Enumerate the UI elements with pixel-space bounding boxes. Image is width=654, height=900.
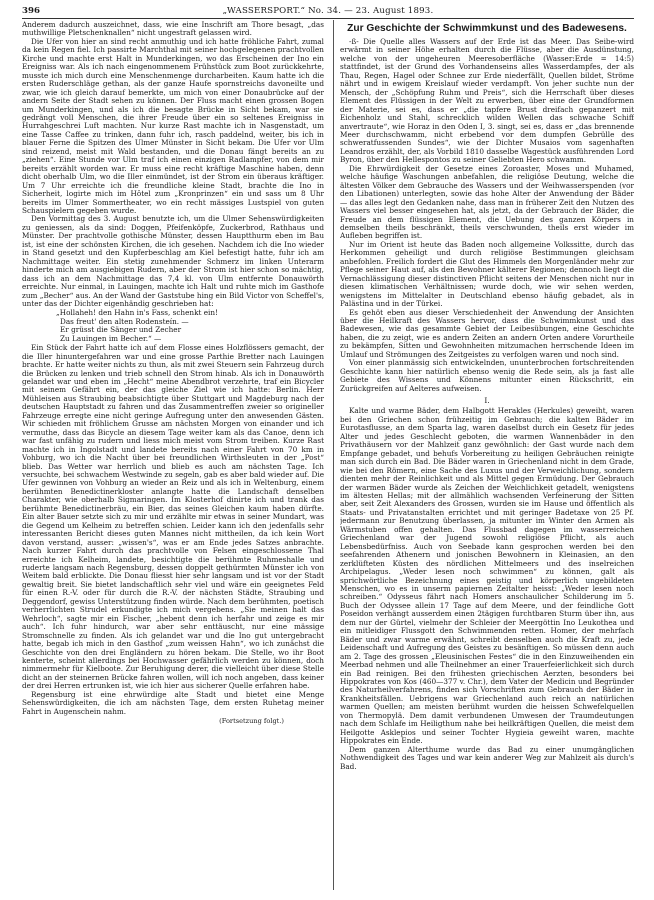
left-paragraph: Ein Stück der Fahrt hatte ich auf dem Flosse eines Holzflössers gemacht, der die Iller hinuntergefahren war und eine grosse Parthie Bretter nach Lauingen brachte. Er hatte weiter nichts zu thun, als mit zwei Steuern sein Fahrzeug durch die Brücken zu lenken und trieb schnell den Strom hinab. Als ich in Donauwörth gelandet war und eben im „Hecht“ meine Abendbrot verzehrte, traf ein Bicycler mit seinem Gefährt ein, der das gleiche Ziel wie ich hatte: Berlin. Herr Mühleisen aus Straubing beabsichtigte über Stuttgart und Magdeburg nach der deutschen Hauptstadt zu fahren und das Zusammentreffen zweier so origineller Fahrzeuge erregte eine nicht geringe Aufregung unter den anwesenden Gästen. Wir schieden mit fröhlichem Grusse am nächsten Morgen von einander und ich vermuthe, dass das Bicycle an diesem Tage weiter kam als das Canoe, denn ich war fast unfähig zu rudern und liess mich meist vom Strom treiben. Kurze Rast machte ich in Ingolstadt und landete bereits nach einer Fahrt von 70 km in Vohburg, wo ich die Nacht über bei freundlichen Wirthsleuten in der „Post“ blieb. Das Wetter war herrlich und blieb es auch am nächsten Tage. Ich versuchte, bei schwachem Westwinde zu segeln, gab es aber bald wieder auf. Die Ufer gewinnen von Vohburg an wieder an Reiz und als ich in Weltenburg, einem berühmten Benedictinerkloster anlangte hatte die Landschaft denselben Charakter, wie oberhalb Sigmaringen. Im Klosterhof dinirte ich und trank das berühmte Benedictinerbräu, ein Bier, das seines Gleichen kaum haben dürfte. Ein alter Bauer setzte sich zu mir und erzählte mir etwas in seiner Mundart, was die Gegend um Kelheim zu betreffen schien. Leider kann ich den jedenfalls sehr interessanten Bericht dieses guten Mannes nicht mittheilen, da ich kein Wort davon verstand, ausser: „wissen's“, was er am Ende jedes Satzes anbrachte. Nach kurzer Fahrt durch das prachtvolle von Felsen eingeschlossene Thal erreichte ich Kelheim, landete, besichtigte die berühmte Ruhmeshalle und ruderte langsam nach Regensburg, dessen doppelt gethürmten Münster ich von Weitem bald erblickte. Die Donau fliesst hier sehr langsam und ist vor der Stadt gewaltig breit. Sie bietet landschaftlich sehr viel und wäre ein geeignetes Feld für einen R.-V. oder für durch die R.-V. der nächsten Städte, Straubing und Deggendorf, gewiss Unterstützung finden würde. Nach dem berühmten, poetisch verherrlichten Strudel erkundigte ich mich vergebens. „Sie meinen halt das Wehrloch“, sagte mir ein Fischer, „hebent denn ich herfahr und zeige es mir auch“. Ich fuhr hindurch, war aber sehr enttäuscht, nur eine mässige Stromschnelle zu finden. Als ich gelandet war und die Ino gut untergebracht hatte, begab ich mich in den Gasthof „zum weissen Hahn“, wo ich zunächst die Geschichte von den drei Engländern zu hören bekam. Die Stelle, wo ihr Boot kenterte, scheint allerdings bei Hochwasser gefährlich werden zu können, doch nimmermehr für Kielboote. Zur Beruhigung derer, die vielleicht über diese Stelle dicht an der steinernen Brücke fahren wollen, will ich noch angeben, dass keiner der drei Herren ertrunken ist, wie ich hier aus sicherer Quelle erfahren habe.	[22, 343, 324, 691]
header-rule	[22, 18, 634, 19]
poem-line: „Hollaheh! den Hahn in's Fass, schenkt ein!	[56, 308, 218, 318]
poem-line: Das freut' den alten Rodensteín. —	[60, 316, 189, 326]
poem-line: Er grüsst die Sänger und Zecher	[60, 325, 182, 335]
column-rule	[333, 20, 334, 890]
running-title: „WASSERSPORT.“ No. 34. — 23. August 1893.	[222, 6, 434, 16]
intro-paragraph: Nur im Orient ist heute das Baden noch allgemeine Volkssitte, durch das Herkommen geheiligt und durch religiöse Bestimmungen gleichsam anbefohlen. Freilich fordert die Glut des Himmels den Morgenländer mehr zur Pflege seiner Haut auf, als den Bewohner kälterer Regionen; dennoch liegt die Vernachlässigung dieser distinctiven Pflicht seitens der Menschen nicht nur in diesen klimatischen Verhältnissen; wurde doch, wie wir sehen werden, wenigstens im Mittelalter in Deutschland ebenso häufig gebadet, als in Palästina und in der Türkei.	[340, 239, 634, 309]
continued-note: (Fortsetzung folgt.)	[219, 717, 284, 726]
section-numeral: I.	[484, 396, 490, 406]
page-number: 396	[22, 6, 40, 16]
left-paragraph: Regensburg ist eine ehrwürdige alte Stadt und bietet eine Menge Sehenswürdigkeiten, die ich am nächsten Tage, dem ersten Ruhetag meiner Fahrt in Augenschein nahm.	[22, 689, 324, 716]
section-paragraph: Kalte und warme Bäder, dem Halbgott Herakles (Herkules) geweiht, waren bei den Griechen schon frühzeitig im Gebrauch; die kalten Bäder im Eurotasflusse, an dem Sparta lag, waren daselbst durch ein Gesetz für jedes Alter und jedes Geschlecht geboten, die warmen Wannenbäder in den Privathäusern vor der Mahlzeit ganz gewöhnlich: der Gast wurde nach dem Empfange gebadet, und behufs Vorbereitung zu heiligen Gebräuchen reinigte man sich durch ein Bad. Die Bäder waren in Griechenland nicht in dem Grade, wie bei den Römern, eine Sache des Luxus und der Verweichlichung, sondern dienten mehr der Reinlichkeit und als Mittel gegen Ermüdung. Der Gebrauch der warmen Bäder wurde als Zeichen der Weichlichkeit getadelt, wenigstens im ältesten Hellas; mit der allmählich wachsenden Verfeinerung der Sitten aber, seit Zeit Alexanders des Grossen, wurden sie im Hause und öffentlich als Staats- und Privatanstalten errichtet und mit geringer Badetaxe von 25 Pf. jedermann zur Benutzung überlassen, ja mitunter im Winter den Armen als Wärmstuben offen gehalten. Das Flussbad dagegen im wasserreichen Griechenland war der Jugend sowohl religiöse Pflicht, als auch Lebensbedürfniss. Auch von Seebade kann gesprochen werden bei den seefahrenden Athenern und jonischen Bewohnern in Kleinasien, an den zerklüfteten Küsten des nördlichen Mittelmeers und des inselreichen Archipelagus. „Weder lesen noch schwimmen“ zu können, galt als sprichwörtliche Bezeichnung eines geistig und körperlich ungebildeten Menschen, wo es in unserm papiernen Zeitalter heisst: „Weder lesen noch schreiben.“ Odysseus fährt nach Homers anschaulicher Schilderung im 5. Buch der Odyssee allein 17 Tage auf dem Meere, und der feindliche Gott Poseidon verhängt ausserdem einen 2tägigen furchtbaren Sturm über ihn, aus dem nur der Gürtel, vielmehr der Schleier der Meergöttin Ino Leukothea und ein mitleidiger Flussgott den Schwimmenden retten. Homer, der mehrfach Bäder und zwar warme erwähnt, schreibt denselben auch die Kraft zu, jede Leidenschaft und Aufregung des Geistes zu besänftigen. So müssen denn auch am 2. Tage des grossen „Eleusinischen Festes“ die in den Einzuweihenden ein Meerbad nehmen und alle Theilnehmer an einer Trauerfeierlichkeit sich durch ein Bad reinigen. Bei den frühesten griechischen Aerzten, besonders bei Hippokrates von Kos (460—377 v. Chr.), dem Vater der Medicin und Begründer des Naturheilverfahrens, finden sich Vorschriften zum Gebrauch der Bäder in Krankheitsfällen. Uebrigens war Griechenland auch reich an natürlichen warmen Quellen; am meisten berühmt wurden die heissen Schwefelquellen von Thermopylä. Dem damit verbundenen Umwesen der Traumdeutungen nach dem Schlafe im Heiligthum nahe bei heilkräftigen Quellen, die meist dem Heilgotte Asklepios und seiner Tochter Hygieia geweiht waren, machte Hippokrates ein Ende.	[340, 406, 634, 746]
intro-paragraph: Von einer planmässig sich entwickelnden, ununterbrochen fortschreitenden Geschichte kann hier natürlich ebenso wenig die Rede sein, als ja fast alle Gebiete des Wissens und Könnens mitunter einen Rückschritt, ein Zurückgreifen auf Aelteres aufweisen.	[340, 358, 634, 393]
right-column	[340, 21, 634, 893]
intro-paragraph: Die Ehrwürdigkeit der Gesetze eines Zoroaster, Moses und Muhamed, welche häufige Waschungen anbefahlen, die religiöse Deutung, welche die ältesten Völker dem Gebrauche des Wassers und der Weihwasserspenden (vor den Libationen) unterlegten, sowie das hohe Alter der Anwendung der Bäder — das alles legt den Gedanken nahe, dass man in früherer Zeit den Nutzen des Wassers viel besser eingesehen hat, als jetzt, da der Gebrauch der Bäder, die Freude an dem flüssigen Element, die Uebung des ganzen Körpers in demselben theils beschränkt, theils verschwunden, theils erst wieder im Aufleben begriffen ist.	[340, 163, 634, 241]
intro-paragraph: Es gehöt eben aus dieser Verschiedenheit der Anwendung der Ansichten über die Heilkraft des Wassers hervor, dass die Schwimmkunst und das Badewesen, wie das gesammte Gebiet der Leibesübungen, eine Geschichte haben, die zu zeigt, wie es andern Zeiten an andern Orten andere Vorurtheile zu bekämpfen, Sitten und Gewohnheiten mitzumachen herrschende Ideen im Umlauf und Strömungen des Zeitgeistes zu verfolgen waren und noch sind.	[340, 307, 634, 359]
left-paragraph: Den Vormittag des 3. August benutzte ich, um die Ulmer Sehenswürdigkeiten zu geniessen, als da sind: Doggen, Pfeifenköpfe, Zuckerbrod, Rathhaus und Münster. Der prachtvolle gothische Münster, dessen Hauptthurm eben im Bau ist, ist eine der schönsten Kirchen, die ich gesehen. Nachdem ich die Ino wieder in Stand gesetzt und den Kupferbeschlag am Kiel befestigt hatte, fuhr ich am Nachmittage weiter. Ein stetig zunehmender Schmerz im linken Unterarm hinderte mich am ausgiebigen Rudern, aber der Strom ist hier schon so mächtig, dass ich an dem Nachmittage das 7,4 kl. von Ulm entfernte Donauwörth erreichte. Nur einmal, in Lauingen, machte ich Halt und ruhte mich im Gasthofe zum „Becher“ aus. An der Wand der Gaststube hing ein Bild Victor von Scheffel's, unter das der Dichter eigenhändig geschrieben hat:	[22, 214, 324, 308]
poem-line: Zu Lauingen im Becher.“ —	[60, 333, 162, 343]
article-title: Zur Geschichte der Schwimmkunst und des Badewesens.	[347, 23, 627, 34]
left-column	[22, 21, 324, 893]
intro-paragraph: -ß- Die Quelle alles Wassers auf der Erde ist das Meer. Das Seibe-wird erwärmt in seiner Höhe erhalten durch die Flüsse, aber die Ausdünstung, welche von der ungeheuren Meeresoberfläche (Wasser:Erde = 14:5) stattfindet, ist der Grund des Vorhandenseins alles Wasserdampfes, der als Thau, Regen, Hagel oder Schnee zur Erde niederfällt, Quellen bildet, Ströme nährt und in ewigem Kreislauf wieder verdampft. Von jeher suchte nun der Mensch, der „Schöpfung Ruhm und Preis“, sich die Herrschaft über dieses Element des Flüssigen in der Welt zu erwerben, über eine der Grundformen der Materie, sei es, dass er „die tapfere Brust dreifach gepanzert mit Eichenholz und Stahl, schrecklich wilden Wellen das schwache Schiff anvertraute“, wie Horaz in den Oden I, 3. singt, sei es, dass er „das brennende Meer durchschwamm, nicht erbebend vor dem dumpfen Gebrülle des schweratfussenden Sundes“, wie der Dichter Musaios vom sagenhaften Leandros erzählt, der, als Vorbild 1810 dasselbe Wagestück ausführenden Lord Byron, über den Hellespontos zu seiner Geliebten Hero schwamm.	[340, 37, 634, 165]
left-paragraph: Anderem dadurch auszeichnet, dass, wie eine Inschrift am Thore besagt, „das muthwillige Pletschenknallen“ nicht ungestraft gelassen wird.	[22, 21, 324, 38]
left-paragraph: Die Ufer von hier an sind recht anmuthig und ich hatte fröhliche Fahrt, zumal da kein Regen fiel. Ich passirte Marchthal mit seiner hochgelegenen prachtvollen Kirche und machte erst Halt in Munderkingen, wo das Erscheinen der Ino ein Ereigniss war. Als ich nach eingenommenem Frühstück zum Boot zurückkehrte, musste ich mich durch eine Menschenmenge durcharbeiten. Kaum hatte ich die ersten Ruderschläge gethan, als der ganze Haufe spornstreichs davoneilte und zwar, wie ich gleich darauf bemerkte, um mich von einer Donaubrücke auf der andern Seite der Stadt sehen zu können. Der Fluss macht einen grossen Bogen um Munderkingen, und als ich die besagte Brücke in Sicht bekam, war sie gedrängt voll Menschen, die ihrer Freude über ein so seltenes Ereigniss in Hurrahgeschrei Luft machten. Nur kurze Rast machte ich in Nasgenstadt, um eine Tasse Caffee zu trinken, dann fuhr ich, rasch paddelnd, weiter, bis ich in blauer Ferne die Spitzen des Ulmer Münster in Sicht bekam. Die Ufer vor Ulm sind reizend, meist mit Wald bestanden, und die Donau fängt bereits an zu „ziehen“. Eine Stunde vor Ulm traf ich einen einzigen Radlampfer, von dem mir bereits erzählt worden war. Er muss eine recht kräftige Maschine haben, denn dicht oberhalb Ulm, wo die Iller einmündet, ist der Strom ein überaus kräftiger. Um 7 Uhr erreichte ich die freundliche kleine Stadt, brachte die Ino in Sicherheit, logirte mich im Hôtel zum „Kronprinzen“ ein und sass um 8 Uhr bereits im Ulmer Sommertheater, wo ein recht mässiges Lustspiel von guten Schauspielern gegeben wurde.	[22, 36, 324, 215]
scheffel-poem	[22, 309, 324, 343]
running-header	[22, 4, 634, 18]
section-paragraph: Dem ganzen Alterthume wurde das Bad zu einer unumgänglichen Nothwendigkeit des Tages und war kein anderer Weg zur Mahlzeit als durch's Bad.	[340, 744, 634, 771]
